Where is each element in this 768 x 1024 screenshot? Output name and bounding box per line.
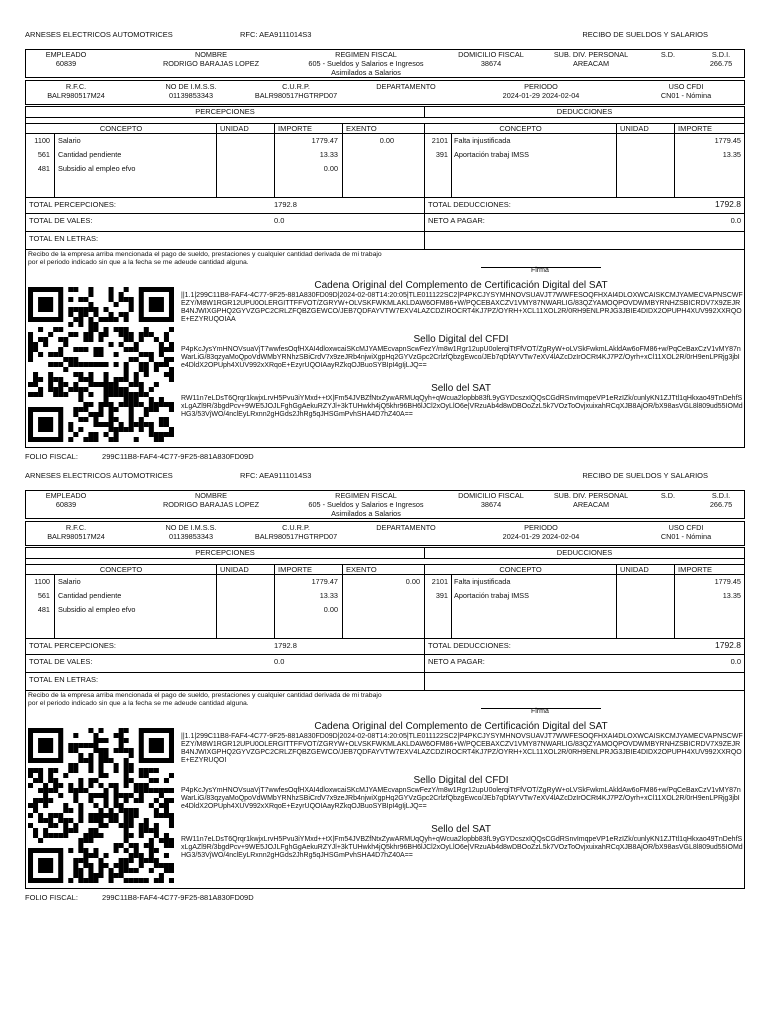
tax-regime: REGIMEN FISCAL 605 - Sueldos y Salarios e Ingresos Asimilados a Salarios [308, 50, 424, 77]
daily-salary: S.D. [660, 491, 676, 500]
earnings-header-exempt: EXENTO [342, 123, 424, 134]
company-rfc: RFC: AEA9111014S3 [240, 471, 312, 480]
deduction-concept: Falta injustificada [454, 136, 511, 145]
original-chain-title: Cadena Original del Complemento de Certificación Digital del SAT [314, 721, 608, 732]
total-earnings-value: 1792.8 [274, 641, 297, 650]
pay-period: PERIODO 2024-01-29 2024-02-04 [502, 82, 580, 100]
receipt-title: RECIBO DE SUELDOS Y SALARIOS [582, 30, 708, 39]
deductions-header-amount: IMPORTE [674, 123, 744, 134]
fiscal-folio-label: FOLIO FISCAL: [25, 452, 78, 461]
sat-qr-code-icon [28, 728, 174, 883]
total-deductions-value: 1792.8 [715, 640, 741, 650]
deductions-header-amount: IMPORTE [674, 564, 744, 575]
deduction-code: 2101 [431, 577, 448, 586]
tax-regime: REGIMEN FISCAL 605 - Sueldos y Salarios e Ingresos Asimilados a Salarios [308, 491, 424, 518]
cfdi-seal-title: Sello Digital del CFDI [413, 334, 509, 345]
deduction-code: 2101 [431, 136, 448, 145]
deduction-amount: 13.35 [722, 150, 741, 159]
deductions-header-concept: CONCEPTO [424, 123, 616, 134]
sat-seal-title: Sello del SAT [431, 824, 491, 835]
signature-label: Firma [531, 708, 549, 715]
deduction-concept: Falta injustificada [454, 577, 511, 586]
employee-info-row [25, 490, 745, 519]
total-vouchers-value: 0.0 [274, 657, 285, 666]
earning-exempt: 0.00 [379, 136, 394, 145]
earning-code: 561 [37, 150, 50, 159]
deduction-code: 391 [435, 591, 448, 600]
deductions-title: DEDUCCIONES [424, 548, 744, 559]
cfdi-seal-text: P4pKcJysYmHNOVsuaVjT7wwfesOqfHXAI4dloxwcaiSKcMJYAMEcvapnScwFezY/m8w1Rgr12upU0olerqiTtFfVOT/ZgRyW+oLVSkFwkmLAkldAw6oFM86+w/PqCeBaxCzV1vMY87nWarLiG/83qzyaMoQpoVdWMbYRNhzSBiCrdV7x9zeJRb4njwiXgpHq2GYVzGpc2CrlzfQbzgEwco/JEb7qDfAYVTw7eXV4lAZcDzIrOCRt4KJ7PZ/Oyrh+xCl11XOL2R/0rH9enLPRjg3jbIe4DldX2OPUph4XUV992xXRqoE+EzyrUQOIAayRZkqOJBuoSYBIpI4gIjLJQ== [181, 346, 741, 370]
integrated-daily-salary: S.D.I. 266.75 [709, 50, 733, 68]
deductions-header-concept: CONCEPTO [424, 564, 616, 575]
curp: C.U.R.P. BALR980517HGTRPD07 [254, 82, 338, 100]
net-pay-label: NETO A PAGAR: [428, 657, 485, 666]
cfdi-use: USO CFDI CN01 - Nómina [660, 523, 712, 541]
earnings-title: PERCEPCIONES [26, 107, 424, 118]
earning-amount: 13.33 [319, 591, 338, 600]
integrated-daily-salary: S.D.I. 266.75 [709, 491, 733, 509]
earning-amount: 0.00 [323, 605, 338, 614]
receipt-title: RECIBO DE SUELDOS Y SALARIOS [582, 471, 708, 480]
total-vouchers-label: TOTAL DE VALES: [29, 657, 93, 666]
earning-concept: Cantidad pendiente [58, 591, 122, 600]
earnings-deductions-section [25, 106, 745, 448]
earning-concept: Salario [58, 577, 81, 586]
earning-code: 1100 [34, 136, 50, 145]
earning-amount: 0.00 [323, 164, 338, 173]
net-pay-value: 0.0 [730, 657, 741, 666]
earnings-header-amount: IMPORTE [274, 564, 342, 575]
earning-amount: 1779.47 [311, 577, 338, 586]
deductions-title: DEDUCCIONES [424, 107, 744, 118]
sat-seal-text: RW11n7eLDsT6Qrqr1kwjxLrvH5Pvu3iYMxd++tX|Fm54JVBZfNtxZywARMUqQyh+qWcua2lopbb83fL9yGYDcszxIQQsCGdRSnvImqpeVP1eRzIZk/cunlyKN1ZJTtl1qHkxao49TnDehfSxLgAZl9R/3bgdPcv+9WE5JOJLFghGgAekuRZYJl+3kTUHwkh4jQ5khr96BH6lJCl2xOyLlO6e|VRzuAb4d8wDBOoZzL5k7VOzToOvjxuixahRCqXJB8AjOR/bX98asVGL8l809ud55IOMdHG3/53VjWO/4nclEyLRxnn2gHGds2JhRg5qJHSGmPvhSHA4D7hZ40A== [181, 836, 743, 860]
original-chain-text: ||1.1|299C11B8-FAF4-4C77-9F25-881A830FD09D|2024-02-08T14:20:05|TLE011122SC2|P4PKCJYSYMHNOVSUAVJT7WWFESOQFHXAI4DLOXWCAISKCMJYAMECVAPNSCWFEZY/M8W1RGR12UPU0OLERGITTFFVOT/ZGRYW+OLVSKFWKMLAKLDAW6OFM86+W/PQCEBAXCZV1VMY87NWARLIG/83QZYAMOQPOVDWMBYRNHZSBICRDV7X9ZEJRB4NJWIXGPHQ2GYVZGPC2CRLZFQBZGEWCO/JEB7QDFAYVTW7EXV4LAZCDZIROCRT4KJ7PZ/OYRH+XCL11XOL2R/0RH9ENLPRJG3JBIE4DIDX2OPUPH4XUV992XXRQOE+EZYRUQOI [181, 733, 743, 765]
deductions-header-unit: UNIDAD [616, 564, 674, 575]
total-earnings-value: 1792.8 [274, 200, 297, 209]
total-in-words-label: TOTAL EN LETRAS: [29, 234, 99, 243]
fiscal-folio-value: 299C11B8-FAF4-4C77-9F25-881A830FD09D [102, 893, 254, 902]
total-vouchers-label: TOTAL DE VALES: [29, 216, 93, 225]
employee-rfc: R.F.C. BALR980517M24 [47, 82, 105, 100]
employee-name: NOMBRE RODRIGO BARAJAS LOPEZ [162, 491, 260, 509]
signature-label: Firma [531, 267, 549, 274]
deduction-code: 391 [435, 150, 448, 159]
earning-concept: Subsidio al empleo efvo [58, 164, 136, 173]
department: DEPARTAMENTO [376, 523, 436, 532]
fiscal-folio-label: FOLIO FISCAL: [25, 893, 78, 902]
employee-number: EMPLEADO 60839 [45, 50, 87, 68]
earning-concept: Subsidio al empleo efvo [58, 605, 136, 614]
imss-number: NO DE I.M.S.S. 01139853343 [165, 523, 217, 541]
sat-seal-text: RW11n7eLDsT6Qrqr1kwjxLrvH5Pvu3iYMxd++tX|Fm54JVBZfNtxZywARMUqQyh+qWcua2lopbb83fL9yGYDcszxIQQsCGdRSnvImqpeVP1eRzIZk/cunlyKN1ZJTtl1qHkxao49TnDehfSxLgAZl9R/3bgdPcv+9WE5JOJLFghGgAekuRZYJl+3kTUHwkh4jQ5khr96BH6lJCl2xOyLlO6e|VRzuAb4d8wDBOoZzL5k7VOzToOvjxuixahRCqXJB8AjOR/bX98asVGL8l809ud55IOMdHG3/53VjWO/4nclEyLRxnn2gHGds2JhRg5qJHSGmPvhSHA4D7hZ40A== [181, 395, 743, 419]
fiscal-address: DOMICILIO FISCAL 38674 [458, 491, 524, 509]
cfdi-use: USO CFDI CN01 - Nómina [660, 82, 712, 100]
net-pay-value: 0.0 [730, 216, 741, 225]
total-deductions-label: TOTAL DEDUCCIONES: [428, 200, 511, 209]
deduction-amount: 1779.45 [714, 136, 741, 145]
sat-seal-title: Sello del SAT [431, 383, 491, 394]
personnel-subdivision: SUB. DIV. PERSONAL AREACAM [553, 50, 629, 68]
company-name: ARNESES ELECTRICOS AUTOMOTRICES [25, 471, 173, 480]
cfdi-seal-text: P4pKcJysYmHNOVsuaVjT7wwfesOqfHXAI4dloxwcaiSKcMJYAMEcvapnScwFezY/m8w1Rgr12upU0olerqiTtFfVOT/ZgRyW+oLVSkFwkmLAkldAw6oFM86+w/PqCeBaxCzV1vMY87nWarLiG/83qzyaMoQpoVdWMbYRNhzSBiCrdV7x9zeJRb4njwiXgpHq2GYVzGpc2CrlzfQbzgEwco/JEb7qDfAYVTw7eXV4lAZcDzIrOCRt4KJ7PZ/Oyrh+xCl11XOL2R/0rH9enLPRjg3jbIe4DldX2OPUph4XUV992xXRqoE+EzyrUQOIAayRZkqOJBuoSYBIpI4gIjLJQ== [181, 787, 741, 811]
company-name: ARNESES ELECTRICOS AUTOMOTRICES [25, 30, 173, 39]
earning-code: 481 [37, 605, 50, 614]
original-chain-title: Cadena Original del Complemento de Certificación Digital del SAT [314, 280, 608, 291]
total-vouchers-value: 0.0 [274, 216, 285, 225]
earning-concept: Salario [58, 136, 81, 145]
net-pay-label: NETO A PAGAR: [428, 216, 485, 225]
pay-period: PERIODO 2024-01-29 2024-02-04 [502, 523, 580, 541]
earnings-header-amount: IMPORTE [274, 123, 342, 134]
receipt-header [25, 30, 708, 40]
employee-number: EMPLEADO 60839 [45, 491, 87, 509]
daily-salary: S.D. [660, 50, 676, 59]
total-deductions-value: 1792.8 [715, 199, 741, 209]
deduction-amount: 1779.45 [714, 577, 741, 586]
earning-exempt: 0.00 [405, 577, 420, 586]
deduction-concept: Aportación trabaj IMSS [454, 150, 530, 159]
earnings-header-concept: CONCEPTO [26, 564, 216, 575]
original-chain-text: ||1.1|299C11B8-FAF4-4C77-9F25-881A830FD09D|2024-02-08T14:20:05|TLE011122SC2|P4PKCJYSYMHNOVSUAVJT7WWFESOQFHXAI4DLOXWCAISKCMJYAMECVAPNSCWFEZY/M8W1RGR12UPU0OLERGITTFFVOT/ZGRYW+OLVSKFWKMLAKLDAW6OFM86+W/PQCEBAXCZV1VMY87NWARLIG/83QZYAMOQPOVDWMBYRNHZSBICRDV7X9ZEJRB4NJWIXGPHQ2GYVZGPC2CRLZFQBZGEWCO/JEB7QDFAYVTW7EXV4LAZCDZIROCRT4KJ7PZ/OYRH+XCL11XOL2R/0RH9ENLPRJG3JBIE4DIDX2OPUPH4XUV992XXRQOE+EZYRUQOIAA [181, 292, 743, 324]
earnings-header-exempt: EXENTO [342, 564, 424, 575]
total-deductions-label: TOTAL DEDUCCIONES: [428, 641, 511, 650]
deduction-concept: Aportación trabaj IMSS [454, 591, 530, 600]
sat-qr-code-icon [28, 287, 174, 442]
total-earnings-label: TOTAL PERCEPCIONES: [29, 200, 116, 209]
fiscal-folio-value: 299C11B8-FAF4-4C77-9F25-881A830FD09D [102, 452, 254, 461]
earning-amount: 1779.47 [311, 136, 338, 145]
department: DEPARTAMENTO [376, 82, 436, 91]
earnings-deductions-section [25, 547, 745, 889]
employee-rfc: R.F.C. BALR980517M24 [47, 523, 105, 541]
total-earnings-label: TOTAL PERCEPCIONES: [29, 641, 116, 650]
deduction-amount: 13.35 [722, 591, 741, 600]
employee-name: NOMBRE RODRIGO BARAJAS LOPEZ [162, 50, 260, 68]
total-in-words-label: TOTAL EN LETRAS: [29, 675, 99, 684]
earnings-header-concept: CONCEPTO [26, 123, 216, 134]
employee-ids-row [25, 80, 745, 105]
earnings-header-unit: UNIDAD [216, 123, 274, 134]
personnel-subdivision: SUB. DIV. PERSONAL AREACAM [553, 491, 629, 509]
earning-code: 1100 [34, 577, 50, 586]
fiscal-folio [25, 452, 254, 461]
earning-code: 481 [37, 164, 50, 173]
employee-info-row [25, 49, 745, 78]
deductions-header-unit: UNIDAD [616, 123, 674, 134]
earnings-header-unit: UNIDAD [216, 564, 274, 575]
cfdi-seal-title: Sello Digital del CFDI [413, 775, 509, 786]
earning-code: 561 [37, 591, 50, 600]
fiscal-address: DOMICILIO FISCAL 38674 [458, 50, 524, 68]
imss-number: NO DE I.M.S.S. 01139853343 [165, 82, 217, 100]
fiscal-folio [25, 893, 254, 902]
receipt-legal-text: Recibo de la empresa arriba mencionada el pago de sueldo, prestaciones y cualquier cantidad derivada de mi trabajo por el periodo indicado sin que a la fecha se me adeude cantidad alguna. [28, 251, 382, 266]
curp: C.U.R.P. BALR980517HGTRPD07 [254, 523, 338, 541]
receipt-legal-text: Recibo de la empresa arriba mencionada el pago de sueldo, prestaciones y cualquier cantidad derivada de mi trabajo por el periodo indicado sin que a la fecha se me adeude cantidad alguna. [28, 692, 382, 707]
employee-ids-row [25, 521, 745, 546]
earning-concept: Cantidad pendiente [58, 150, 122, 159]
receipt-header [25, 471, 708, 481]
earning-amount: 13.33 [319, 150, 338, 159]
earnings-title: PERCEPCIONES [26, 548, 424, 559]
company-rfc: RFC: AEA9111014S3 [240, 30, 312, 39]
